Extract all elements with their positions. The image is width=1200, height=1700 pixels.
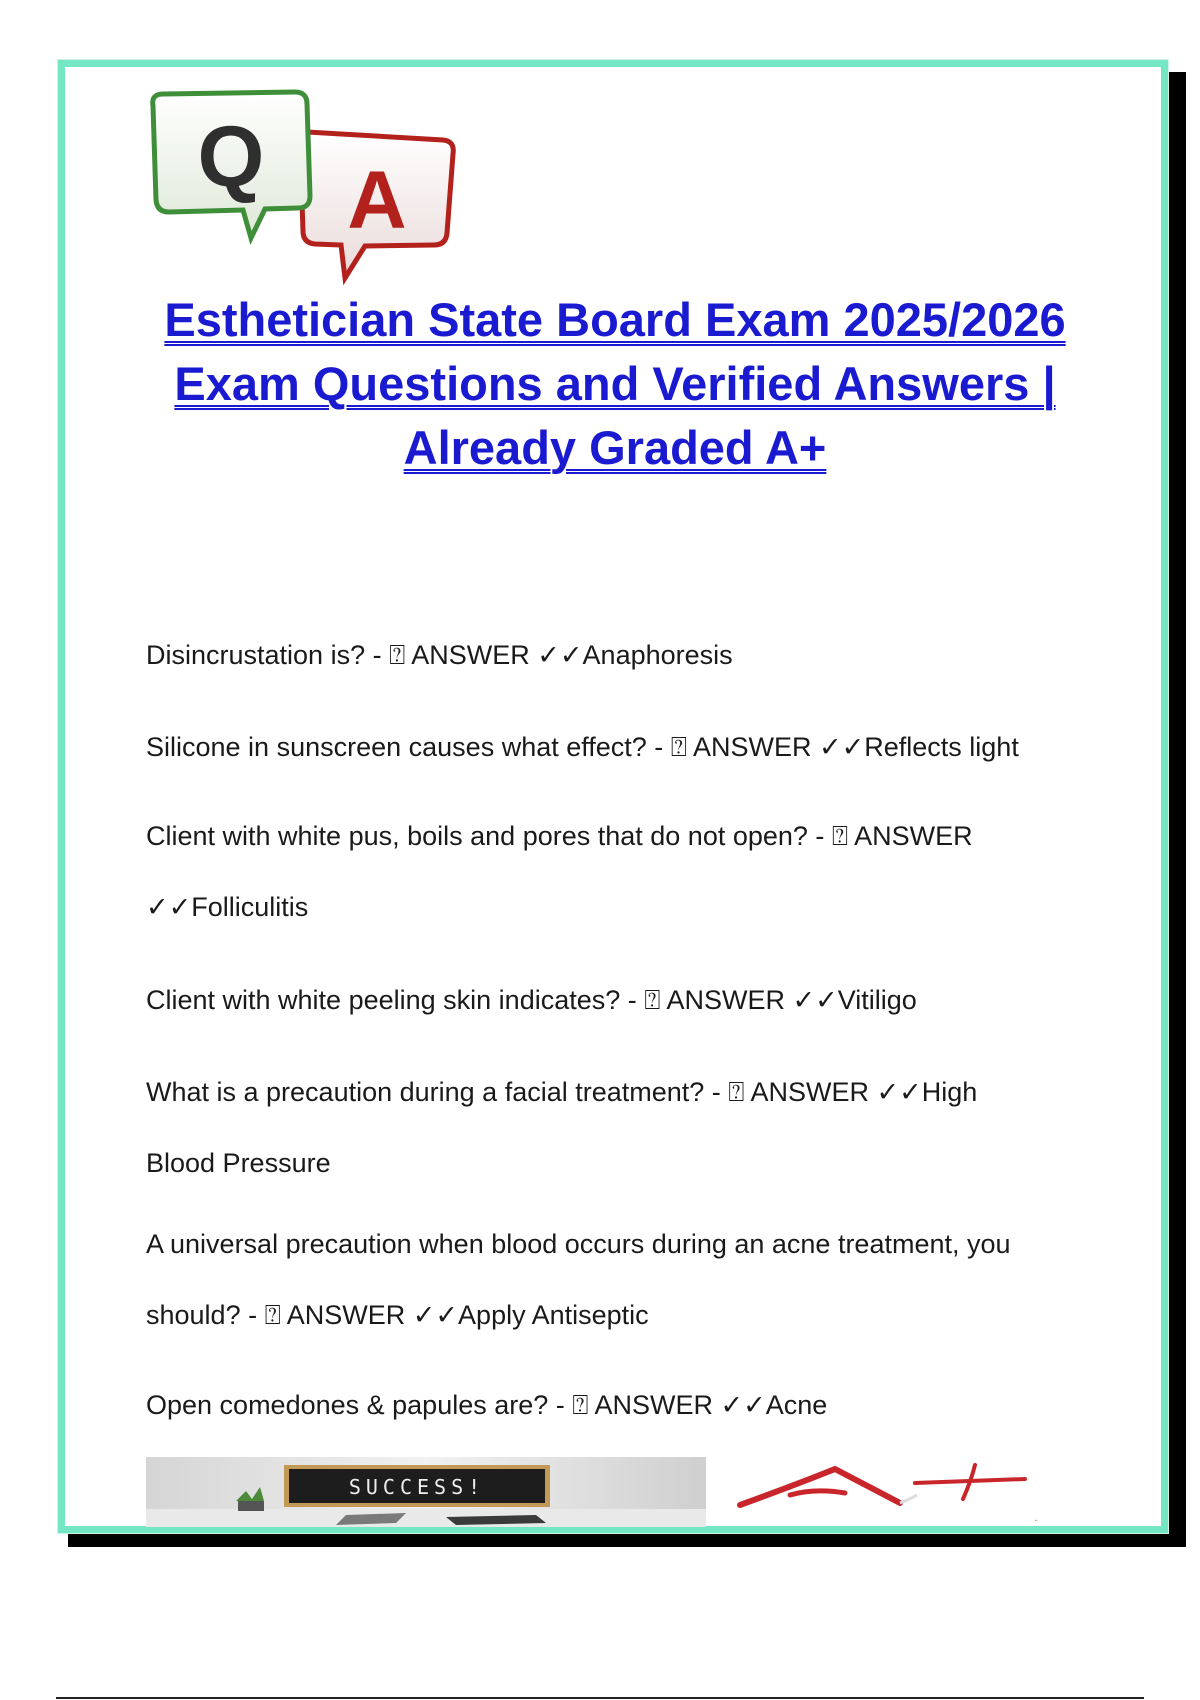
qa-logo-icon [145, 88, 495, 288]
qa-item-4 [146, 965, 1086, 1036]
qa-item-2 [146, 712, 1086, 783]
page-bottom-rule [56, 1697, 1144, 1699]
grade-a-plus-icon [735, 1455, 1055, 1525]
qa-line: ✓✓Folliculitis [146, 892, 309, 922]
qa-line: Disincrustation is? - ⍰ ANSWER ✓✓Anaphoresis [146, 640, 733, 670]
document-title [120, 288, 1110, 480]
title-line-1[interactable]: Esthetician State Board Exam 2025/2026 [164, 293, 1066, 346]
qa-item-6 [146, 1209, 1086, 1351]
qa-item-7 [146, 1370, 1086, 1441]
banner-text: SUCCESS! [348, 1475, 486, 1499]
qa-item-3 [146, 801, 1086, 943]
qa-line: Blood Pressure [146, 1148, 331, 1178]
title-line-2[interactable]: Exam Questions and Verified Answers | [174, 357, 1056, 410]
qa-item-1 [146, 620, 1086, 691]
qa-line: A universal precaution when blood occurs during an acne treatment, you [146, 1229, 1011, 1259]
title-line-3[interactable]: Already Graded A+ [403, 421, 827, 474]
qa-item-5 [146, 1057, 1086, 1199]
qa-line: Open comedones & papules are? - ⍰ ANSWER ✓✓Acne [146, 1390, 828, 1420]
success-banner-image [146, 1457, 706, 1527]
logo-q-letter: Q [197, 109, 265, 205]
logo-a-letter: A [347, 155, 407, 246]
qa-line: Silicone in sunscreen causes what effect? - ⍰ ANSWER ✓✓Reflects light [146, 732, 1019, 762]
grade-text: A+ [1035, 1520, 1038, 1522]
qa-line: should? - ⍰ ANSWER ✓✓Apply Antiseptic [146, 1300, 649, 1330]
qa-line: Client with white peeling skin indicates? - ⍰ ANSWER ✓✓Vitiligo [146, 985, 917, 1015]
qa-line: What is a precaution during a facial treatment? - ⍰ ANSWER ✓✓High [146, 1077, 978, 1107]
qa-line: Client with white pus, boils and pores that do not open? - ⍰ ANSWER [146, 821, 973, 851]
